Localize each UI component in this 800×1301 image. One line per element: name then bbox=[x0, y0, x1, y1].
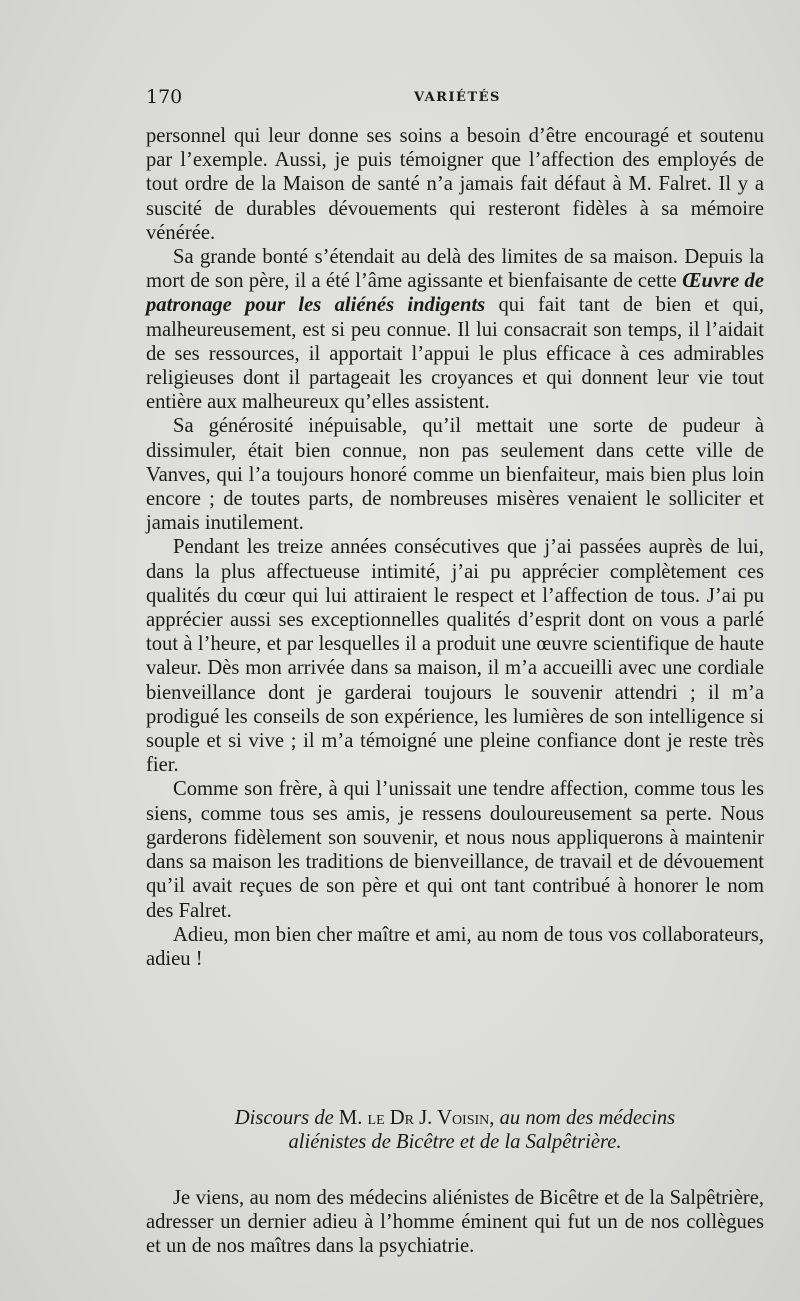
paragraph-3: Sa générosité inépuisable, qu’il mettait une sorte de pudeur à dissimuler, était bien connue, non pas seulement dans cette ville de Vanves, qui l’a toujours honoré comme un bienfaiteur, mais bien plus loin encore ; de toutes parts, de nombreuses misères venaient le solliciter et jamais inutilement. bbox=[146, 415, 764, 535]
section-heading-line-1 bbox=[146, 1106, 764, 1130]
paragraph-2 bbox=[146, 245, 764, 414]
heading-speaker: M. le Dr J. Voisin, bbox=[338, 1107, 495, 1129]
heading-pre: Discours de bbox=[234, 1107, 334, 1129]
work-title: Œuvre de patronage pour les aliénés indigents bbox=[146, 270, 764, 317]
speech-text bbox=[146, 1186, 764, 1259]
main-text bbox=[146, 124, 764, 971]
paragraph-2-before: Sa grande bonté s’étendait au delà des limites de sa maison. Depuis la mort de son père, il a été l’âme agissante et bienfaisante de cette bbox=[146, 246, 764, 293]
running-head: VARIÉTÉS bbox=[414, 90, 501, 105]
paragraph-4: Pendant les treize années consécutives que j’ai passées auprès de lui, dans la plus affectueuse intimité, j’ai pu apprécier complètement ces qualités du cœur qui lui attiraient le respect et l’affection de tous. J’ai pu apprécier aussi ses exceptionnelles qualités d’esprit dont on vous a parlé tout à l’heure, et par lesquelles il a produit une œuvre scientifique de haute valeur. Dès mon arrivée dans sa maison, il m’a accueilli avec une cordiale bienveillance dont je garderai toujours le souvenir attendri ; il m’a prodigué les conseils de son expérience, les lumières de son intelligence si souple et si vive ; il m’a témoigné une pleine confiance dont je reste très fier. bbox=[146, 536, 764, 777]
paragraph-5: Comme son frère, à qui l’unissait une tendre affection, comme tous les siens, comme tous ses amis, je ressens douloureusement sa perte. Nous garderons fidèlement son souvenir, et nous nous appliquerons à maintenir dans sa maison les traditions de bienveillance, de travail et de dévouement qu’il avait reçues de son père et qui ont tant contribué à honorer le nom des Falret. bbox=[146, 778, 764, 922]
paragraph-1: personnel qui leur donne ses soins a besoin d’être encouragé et soutenu par l’exemple. Aussi, je puis témoigner que l’affection des employés de tout ordre de la Maison de santé n’a jamais fait défaut à M. Falret. Il y a suscité de durables dévouements qui resteront fidèles à sa mémoire vénérée. bbox=[146, 125, 764, 244]
paragraph-2-after: qui fait tant de bien et qui, malheureusement, est si peu connue. Il lui consacrait son temps, il l’aidait de ses ressources, il apportait l’appui le plus efficace à ces admirables religieuses dont il partageait les croyances et qui donnent leur vie tout entière aux malheureux qu’elles assistent. bbox=[146, 294, 764, 414]
section-heading-line-2: aliénistes de Bicêtre et de la Salpêtrière. bbox=[288, 1131, 622, 1154]
speech-paragraph-1: Je viens, au nom des médecins aliénistes de Bicêtre et de la Salpêtrière, adresser un dernier adieu à l’homme éminent qui fut un de nos collègues et un de nos maîtres dans la psychiatrie. bbox=[146, 1187, 764, 1258]
heading-post: au nom des médecins bbox=[499, 1107, 676, 1129]
page-header bbox=[146, 86, 760, 116]
section-heading bbox=[146, 1106, 764, 1154]
paragraph-6: Adieu, mon bien cher maître et ami, au nom de tous vos collaborateurs, adieu ! bbox=[146, 923, 764, 970]
page-number: 170 bbox=[146, 86, 183, 108]
